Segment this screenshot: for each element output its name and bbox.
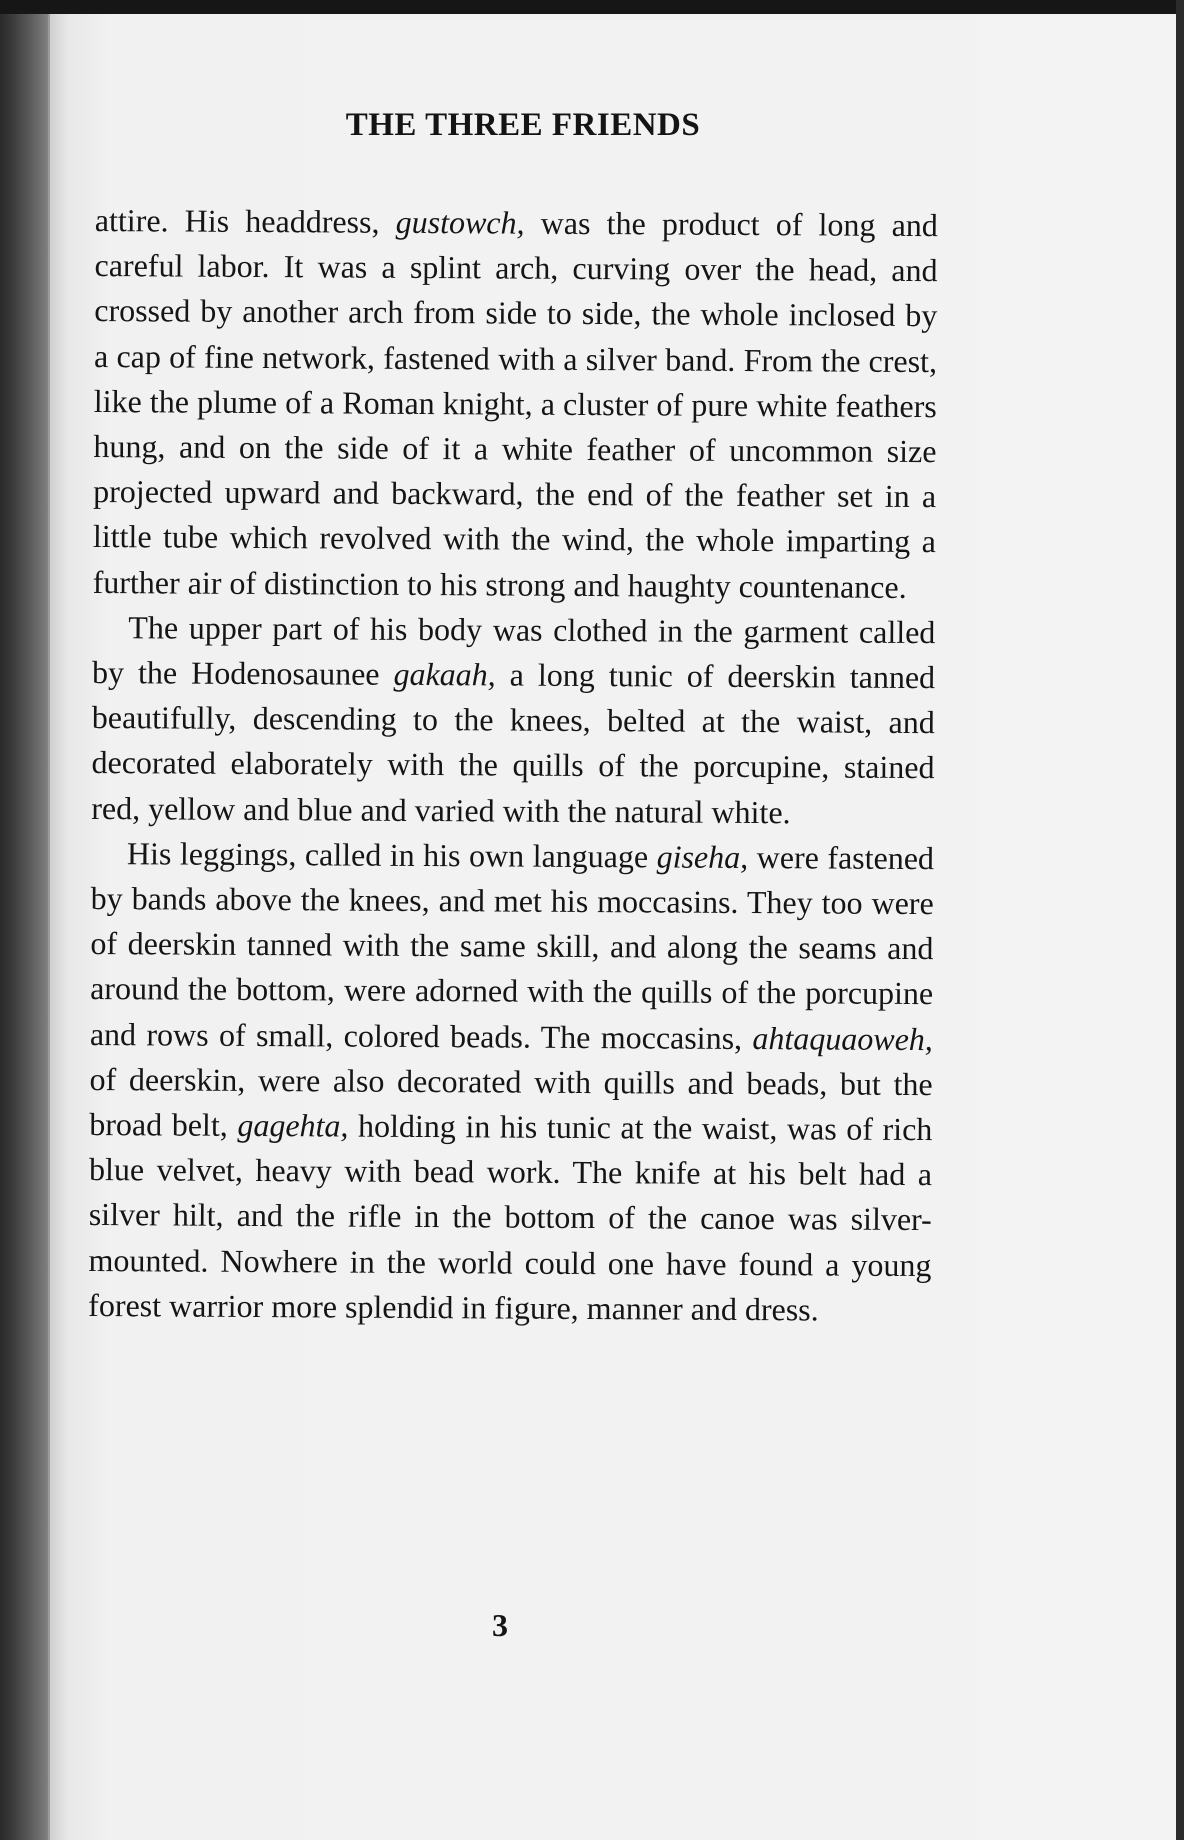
running-head: THE THREE FRIENDS [345, 107, 701, 143]
scan-right-edge [1176, 0, 1184, 1840]
italic-term: gagehta, [237, 1106, 349, 1144]
italic-term: gustowch, [395, 203, 525, 241]
text-segment: holding in his tunic at the waist, was of rich blue velvet, heavy with bead work. The knife at his belt had a silver hilt, and the rifle in the bottom of the canoe was silver-mounted. Nowhere in the world could one have found a young forest warrior more splendid in figure, manner and dress. [88, 1107, 933, 1328]
text-segment: a long tunic of deerskin tanned beautifully, descending to the knees, belted at the waist, and decorated elaborately with the quills of the porcupine, stained red, yellow and blue and varied with the natural white. [91, 656, 936, 830]
italic-term: ahtaquaoweh, [752, 1019, 933, 1057]
paragraph-2 [91, 605, 935, 836]
paragraph-1 [93, 198, 938, 610]
text-segment: attire. His headdress, [94, 201, 396, 240]
scan-top-edge [0, 0, 1184, 14]
paragraph-3 [88, 831, 934, 1333]
italic-term: gakaah, [393, 655, 496, 693]
text-segment: of deerskin, were also decorated with quills and beads, but the broad belt, [89, 1060, 933, 1143]
text-segment: His leggings, called in his own language [126, 835, 657, 875]
italic-term: giseha, [656, 838, 749, 875]
page-number: 3 [492, 1607, 508, 1643]
text-segment: was the product of long and careful labor. It was a splint arch, curving over the head, and crossed by another arch from side to side, the whole inclosed by a cap of fine network, fastened with a silver band. From the crest, like the plume of a Roman knight, a cluster of pure white feathers hung, and on the side of it a white feather of uncommon size projected upward and backward, the end of the feather set in a little tube which revolved with the wind, the whole imparting a further air of distinction to his strong and haughty countenance. [92, 204, 938, 605]
body-text [88, 198, 938, 1333]
text-segment: The upper part of his body was clothed in the garment called by the Hodenosaunee [91, 609, 936, 692]
text-segment: were fastened by bands above the knees, and met his moccasins. They too were of deerskin tanned with the same skill, and along the seams and around the bottom, were adorned with the quills of the porcupine and rows of small, colored beads. The moccasins, [89, 838, 935, 1056]
